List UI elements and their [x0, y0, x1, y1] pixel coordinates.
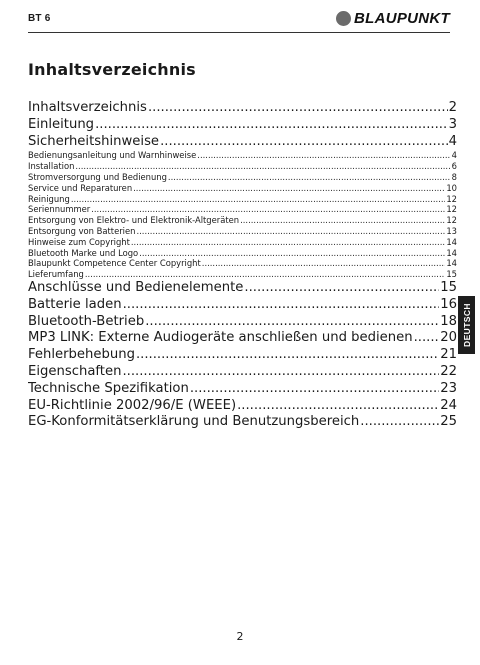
toc-entry-page: 4 — [448, 133, 457, 149]
toc-entry — [28, 215, 457, 226]
toc-entry — [28, 258, 457, 269]
toc-entry-title: Hinweise zum Copyright — [28, 236, 130, 247]
brand-logo — [336, 10, 450, 27]
toc-entry — [28, 314, 457, 331]
toc-entry-title: MP3 LINK: Externe Audiogeräte anschließen und bedienen — [28, 330, 413, 346]
brand-name: BLAUPUNKT — [353, 10, 450, 27]
toc-leader-dots — [75, 161, 450, 172]
page-header — [28, 8, 450, 34]
toc-entry-page: 12 — [446, 204, 457, 215]
toc-entry-title: EU-Richtlinie 2002/96/E (WEEE) — [28, 397, 237, 413]
toc-leader-dots — [123, 297, 440, 314]
toc-leader-dots — [133, 183, 445, 194]
toc-entry-page: 2 — [448, 100, 457, 115]
toc-entry — [28, 347, 457, 364]
toc-leader-dots — [95, 117, 448, 134]
toc-entry-page: 13 — [446, 225, 457, 236]
toc-leader-dots — [202, 258, 446, 269]
toc-entry-title: Inhaltsverzeichnis — [28, 100, 147, 115]
toc-leader-dots — [168, 172, 451, 183]
toc-entry-title: Sicherheitshinweise — [28, 133, 160, 149]
toc-entry-page: 6 — [451, 161, 457, 172]
toc-entry-page: 12 — [446, 215, 457, 226]
toc-leader-dots — [197, 150, 450, 161]
toc-entry-title: Stromversorgung und Bedienung — [28, 171, 167, 182]
toc-entry — [28, 117, 457, 134]
toc-entry — [28, 134, 457, 151]
language-tab — [458, 296, 475, 354]
toc-entry-title: Einleitung — [28, 116, 95, 132]
toc-entry-page: 14 — [446, 258, 457, 269]
toc-entry — [28, 194, 457, 205]
toc-entry-title: Installation — [28, 161, 75, 172]
toc-entry-title: Eigenschaften — [28, 363, 122, 379]
toc-entry-title: Anschlüsse und Bedienelemente — [28, 279, 244, 295]
toc-entry-title: Lieferumfang — [28, 269, 84, 280]
toc-leader-dots — [136, 347, 439, 364]
toc-entry-title: Service und Reparaturen — [28, 182, 133, 193]
toc-entry — [28, 280, 457, 297]
toc-entry — [28, 364, 457, 381]
toc-entry-title: Seriennummer — [28, 204, 91, 215]
toc-entry-page: 3 — [448, 116, 457, 132]
toc-entry-title: Fehlerbehebung — [28, 347, 135, 363]
toc-entry-page: 15 — [446, 269, 457, 280]
toc-leader-dots — [139, 248, 445, 259]
language-tab-label: DEUTSCH — [461, 303, 472, 347]
toc-entry-title: Technische Spezifikation — [28, 380, 189, 396]
toc-entry — [28, 150, 457, 161]
toc-entry — [28, 226, 457, 237]
toc-entry — [28, 183, 457, 194]
toc-entry-page: 8 — [451, 171, 457, 182]
toc-entry-title: Bluetooth Marke und Logo — [28, 247, 139, 258]
toc-entry — [28, 248, 457, 259]
toc-entry-title: Reinigung — [28, 193, 70, 204]
toc-entry-page: 24 — [440, 397, 457, 413]
toc-entry-page: 23 — [440, 380, 457, 396]
toc-entry — [28, 381, 457, 398]
toc-entry — [28, 330, 457, 347]
toc-entry-page: 14 — [446, 236, 457, 247]
toc-leader-dots — [85, 269, 445, 280]
toc-entry-page: 14 — [446, 247, 457, 258]
toc-entry-title: Bedienungsanleitung und Warnhinweise — [28, 150, 197, 161]
toc-entry-title: EG-Konformitätserklärung und Benutzungsbereich — [28, 414, 360, 430]
toc-entry-title: Entsorgung von Batterien — [28, 225, 136, 236]
toc-leader-dots — [136, 226, 445, 237]
toc-entry-page: 22 — [440, 363, 457, 379]
header-divider — [28, 32, 450, 33]
toc-entry — [28, 297, 457, 314]
toc-entry — [28, 237, 457, 248]
toc-leader-dots — [190, 381, 439, 398]
toc-entry — [28, 269, 457, 280]
toc-leader-dots — [160, 134, 448, 151]
toc-entry-page: 10 — [446, 182, 457, 193]
toc-entry-page: 16 — [440, 296, 457, 312]
toc-entry-title: Entsorgung von Elektro- und Elektronik-Altgeräten — [28, 215, 240, 226]
toc-entry — [28, 398, 457, 415]
toc-leader-dots — [360, 414, 439, 431]
toc-leader-dots — [240, 215, 445, 226]
toc-leader-dots — [71, 194, 446, 205]
toc-entry-page: 15 — [440, 279, 457, 295]
toc-leader-dots — [91, 204, 445, 215]
toc-leader-dots — [244, 280, 439, 297]
table-of-contents — [28, 100, 457, 431]
toc-leader-dots — [145, 314, 439, 331]
page-number: 2 — [236, 630, 244, 643]
page-title: Inhaltsverzeichnis — [28, 60, 196, 79]
toc-entry-page: 20 — [440, 330, 457, 346]
toc-entry-page: 4 — [451, 150, 457, 161]
toc-entry-title: Batterie laden — [28, 296, 122, 312]
toc-leader-dots — [131, 237, 445, 248]
brand-circle-icon — [336, 11, 351, 26]
toc-entry-page: 25 — [440, 414, 457, 430]
toc-leader-dots — [148, 100, 448, 117]
toc-entry — [28, 414, 457, 431]
toc-entry-page: 21 — [440, 347, 457, 363]
toc-entry-title: Bluetooth-Betrieb — [28, 313, 145, 329]
toc-entry — [28, 161, 457, 172]
toc-leader-dots — [122, 364, 439, 381]
toc-entry-title: Blaupunkt Competence Center Copyright — [28, 258, 201, 269]
toc-entry-page: 12 — [446, 193, 457, 204]
toc-entry-page: 18 — [440, 313, 457, 329]
toc-entry — [28, 100, 457, 117]
model-label: BT 6 — [28, 13, 51, 24]
toc-entry — [28, 204, 457, 215]
toc-leader-dots — [414, 330, 440, 347]
toc-entry — [28, 172, 457, 183]
toc-leader-dots — [237, 398, 439, 415]
